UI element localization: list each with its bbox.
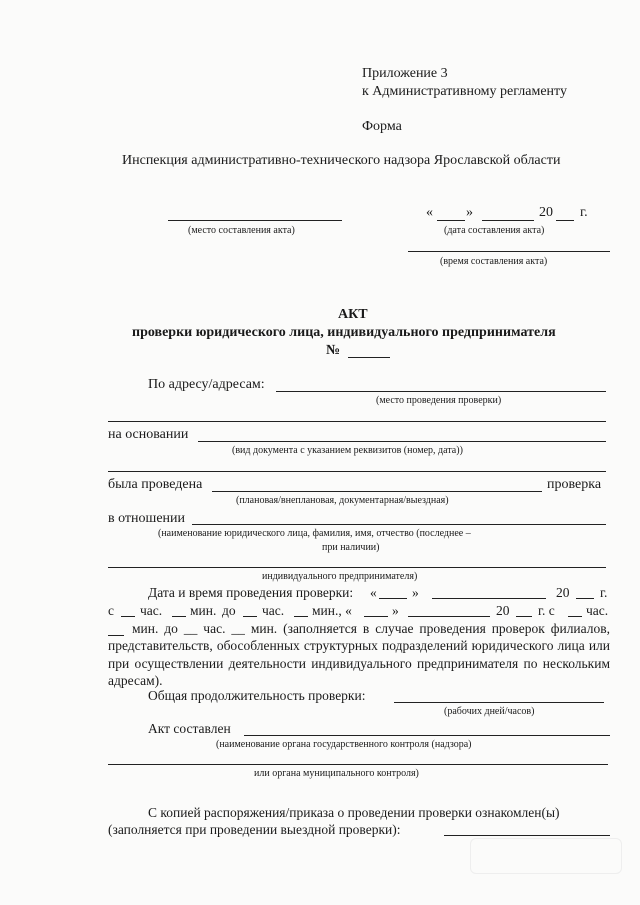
place-caption: (место составления акта) bbox=[188, 225, 295, 236]
act-subtitle: проверки юридического лица, индивидуального предпринимателя bbox=[132, 325, 556, 340]
dt-hour-label-1: час. bbox=[140, 603, 163, 618]
inspection-name: Инспекция административно-технического надзора Ярославской области bbox=[122, 153, 561, 168]
copy-text-1: С копией распоряжения/приказа о проведении проверки ознакомлен(ы) bbox=[148, 805, 560, 820]
conducted-word: проверка bbox=[547, 477, 602, 492]
duration-caption: (рабочих дней/часов) bbox=[444, 706, 535, 717]
time-caption: (время составления акта) bbox=[440, 256, 548, 267]
date-open-quote: « bbox=[426, 205, 433, 220]
dt-year-line-2 bbox=[516, 616, 532, 617]
regarding-line bbox=[192, 524, 606, 525]
act-title: АКТ bbox=[338, 307, 368, 322]
regarding-line-2 bbox=[108, 567, 606, 568]
regarding-caption-1: (наименование юридического лица, фамилия, имя, отчество (последнее – bbox=[158, 528, 471, 539]
regarding-label: в отношении bbox=[108, 511, 186, 526]
dt-to-label: до bbox=[222, 603, 236, 618]
appendix-line2: к Административному регламенту bbox=[362, 84, 567, 99]
dt-day-line-1 bbox=[379, 598, 407, 599]
time-field-line bbox=[408, 251, 610, 252]
dt-min-line-2 bbox=[294, 616, 308, 617]
act-number-sign: № bbox=[326, 343, 341, 358]
dt-hour-label-2: час. bbox=[262, 603, 285, 618]
compiled-label: Акт составлен bbox=[148, 721, 231, 736]
dt-min-label-2: мин., « bbox=[312, 603, 352, 618]
duration-line bbox=[394, 702, 604, 703]
basis-line-2 bbox=[108, 471, 606, 472]
address-label: По адресу/адресам: bbox=[148, 377, 265, 392]
conducted-line bbox=[212, 491, 542, 492]
date-year-prefix: 20 bbox=[539, 205, 553, 220]
datetime-label: Дата и время проведения проверки: bbox=[148, 585, 354, 600]
date-month-line bbox=[482, 220, 534, 221]
dt-min-label-1: мин. bbox=[190, 603, 217, 618]
date-close-quote: » bbox=[466, 205, 473, 220]
dt-from-label: с bbox=[108, 603, 114, 618]
faint-stamp-mark bbox=[470, 838, 622, 874]
copy-line bbox=[444, 835, 610, 836]
date-caption: (дата составления акта) bbox=[444, 225, 545, 236]
address-line bbox=[276, 391, 606, 392]
dt-hour-line-3 bbox=[568, 616, 582, 617]
date-year-line bbox=[556, 220, 574, 221]
compiled-line-2 bbox=[108, 764, 608, 765]
compiled-caption-2: или органа муниципального контроля) bbox=[254, 768, 419, 779]
dt-hour-label-3: час. bbox=[586, 603, 609, 618]
address-line-2 bbox=[108, 421, 606, 422]
dt-note-paragraph: мин. до __ час. __ мин. (заполняется в случае проведения проверок филиалов, представительств, обособленных структурных подразделений юридического лица или при осуществлении деятельности индивидуального предпринимателя по нескольким адресам). bbox=[108, 621, 610, 688]
place-field-line bbox=[168, 220, 342, 221]
basis-caption: (вид документа с указанием реквизитов (номер, дата)) bbox=[232, 445, 463, 456]
dt-year-1: 20 bbox=[556, 585, 570, 600]
form-label: Форма bbox=[362, 119, 402, 134]
appendix-line1: Приложение 3 bbox=[362, 66, 448, 81]
address-caption: (место проведения проверки) bbox=[376, 395, 502, 406]
dt-year-suffix-1: г. bbox=[600, 585, 608, 600]
basis-label: на основании bbox=[108, 427, 189, 442]
dt-min-line-1 bbox=[172, 616, 186, 617]
regarding-caption-2: при наличии) bbox=[322, 542, 380, 553]
act-number-line bbox=[348, 357, 390, 358]
date-day-line bbox=[437, 220, 465, 221]
compiled-line bbox=[244, 735, 610, 736]
dt-close-quote-1: » bbox=[412, 585, 419, 600]
basis-line bbox=[198, 441, 606, 442]
conducted-caption: (плановая/внеплановая, документарная/выездная) bbox=[236, 495, 449, 506]
dt-year-suffix-2: г. с bbox=[538, 603, 555, 618]
dt-close-quote-2: » bbox=[392, 603, 399, 618]
regarding-caption-3: индивидуального предпринимателя) bbox=[262, 571, 418, 582]
dt-month-line-1 bbox=[432, 598, 546, 599]
dt-year-line-1 bbox=[576, 598, 594, 599]
dt-year-2: 20 bbox=[496, 603, 510, 618]
compiled-caption-1: (наименование органа государственного контроля (надзора) bbox=[216, 739, 472, 750]
dt-month-line-2 bbox=[408, 616, 490, 617]
dt-hour-line-2 bbox=[243, 616, 257, 617]
conducted-label: была проведена bbox=[108, 477, 203, 492]
date-year-suffix: г. bbox=[580, 205, 588, 220]
copy-text-2: (заполняется при проведении выездной проверки): bbox=[108, 822, 401, 837]
dt-day-line-2 bbox=[364, 616, 388, 617]
dt-hour-line-1 bbox=[121, 616, 135, 617]
dt-open-quote-1: « bbox=[370, 585, 377, 600]
duration-label: Общая продолжительность проверки: bbox=[148, 688, 366, 703]
